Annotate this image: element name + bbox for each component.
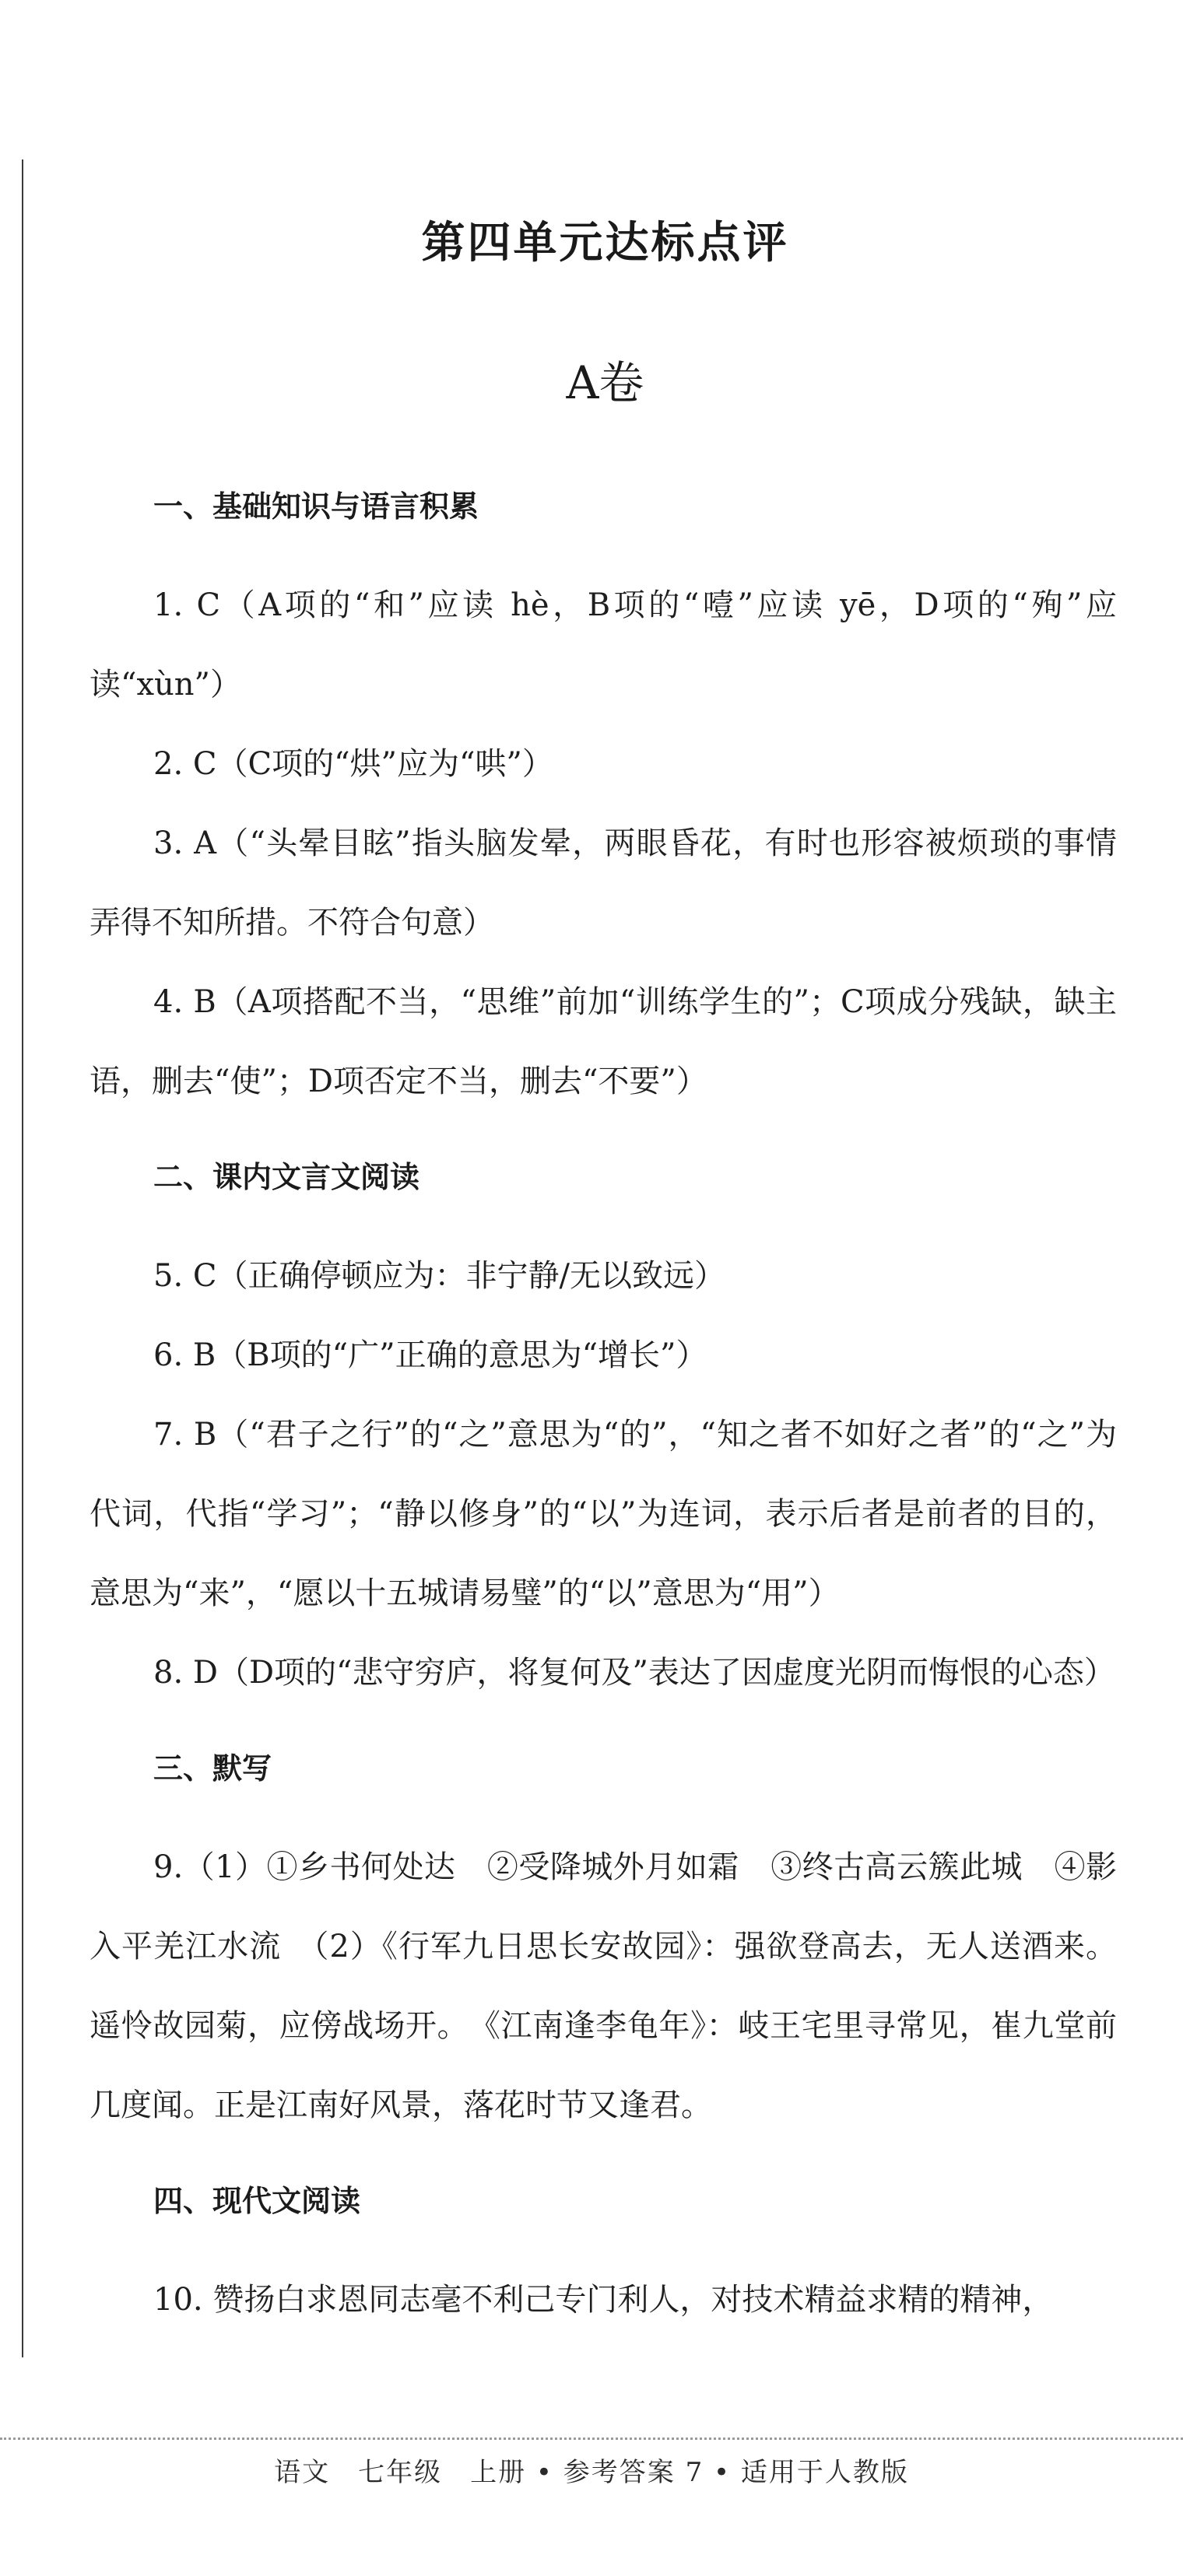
answer-item: 3. A（“头晕目眩”指头脑发晕，两眼昏花，有时也形容被烦琐的事情弄得不知所措。不符合句意） [90,825,1117,941]
section-heading-modern-reading: 四、现代文阅读 [153,2184,361,2218]
page-title: 第四单元达标点评 [421,218,789,268]
answer-item: 8. D（D项的“悲守穷庐，将复何及”表达了因虚度光阴而悔恨的心态） [153,1655,1115,1691]
section-heading-basics: 一、基础知识与语言积累 [153,489,479,524]
answer-item: 5. C（正确停顿应为：非宁静/无以致远） [153,1258,725,1294]
page-footer: 语文 七年级 上册 • 参考答案 7 • 适用于人教版 [274,2457,909,2488]
answer-content [90,486,1117,2339]
page-subtitle: A卷 [566,356,644,409]
left-margin-rule [22,159,23,2357]
section-heading-dictation: 三、默写 [153,1751,272,1786]
answer-item: 2. C（C项的“烘”应为“哄”） [153,746,553,782]
answer-item: 6. B（B项的“广”正确的意思为“增长”） [153,1337,707,1373]
footer-dotted-rule [0,2438,1183,2440]
answer-item: 4. B（A项搭配不当，“思维”前加“训练学生的”；C项成分残缺，缺主语，删去“使”；D项否定不当，删去“不要”） [90,984,1117,1099]
section-heading-classical: 二、课内文言文阅读 [153,1160,420,1194]
answer-item: 7. B（“君子之行”的“之”意思为“的”，“知之者不如好之者”的“之”为代词，代指“学习”；“静以修身”的“以”为连词，表示后者是前者的目的，意思为“来”，“愿以十五城请易璧”的“以”意思为“用”） [90,1417,1117,1611]
answer-item: 10. 赞扬白求恩同志毫不利己专门利人，对技术精益求精的精神， [153,2282,1054,2318]
answer-item: 1. C（A项的“和”应读 hè，B项的“噎”应读 yē，D项的“殉”应读“xùn”） [90,587,1117,703]
answer-item: 9.（1）①乡书何处达 ②受降城外月如霜 ③终古高云簇此城 ④影入平羌江水流 （2）《行军九日思长安故园》：强欲登高去，无人送酒来。遥怜故园菊，应傍战场开。 《江南逢李龟年》：岐王宅里寻常见，崔九堂前几度闻。正是江南好风景，落花时节又逢君。 [90,1849,1117,2123]
